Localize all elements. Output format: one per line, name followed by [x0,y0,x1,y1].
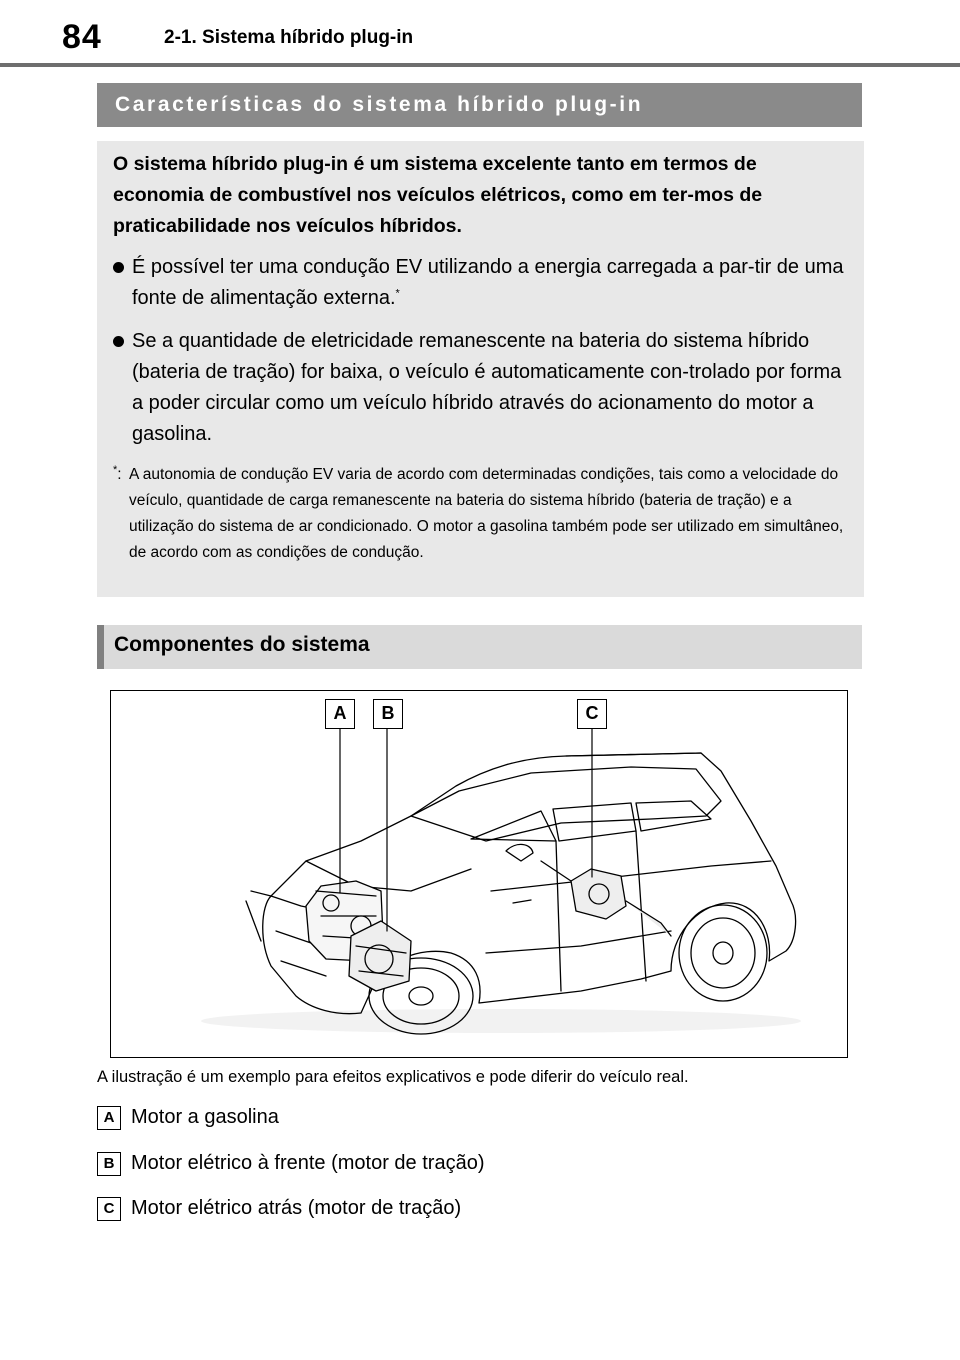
callout-b: B [373,699,403,729]
legend-key: C [97,1197,121,1221]
bullet-item [113,252,848,314]
features-box [97,141,864,597]
features-lead: O sistema híbrido plug-in é um sistema excelente tanto em termos de economia de combustível nos veículos elétricos, como em ter-mos de praticabilidade nos veículos híbridos. [113,153,763,237]
footnote-mark: *: [113,463,122,483]
bullet-text: Se a quantidade de eletricidade remanescente na bateria do sistema híbrido (bateria de tração) for baixa, o veículo é automaticamente con-trolado por forma a poder circular como um veículo híbrido através do acionamento do motor a gasolina. [132,330,842,445]
legend-key: B [97,1152,121,1176]
bullet-dot-icon [113,336,124,347]
footnote-reference: * [395,287,400,300]
figure-caption: A ilustração é um exemplo para efeitos explicativos e pode diferir do veículo real. [97,1068,689,1086]
footnote-text: A autonomia de condução EV varia de acordo com determinadas condições, tais como a velocidade do veículo, quantidade de carga remanescente na bateria do sistema híbrido (bateria de tração) e a utilização do sistema de ar condicionado. O motor a gasolina também pode ser utilizado em simultâneo, de acordo com as condições de condução. [129,466,844,561]
bullet-dot-icon [113,262,124,273]
legend-text: Motor elétrico atrás (motor de tração) [131,1197,462,1219]
bullet-text: É possível ter uma condução EV utilizando a energia carregada a par-tir de uma fonte de alimentação externa. [132,256,844,309]
legend-key: A [97,1106,121,1130]
legend-text: Motor a gasolina [131,1106,279,1128]
footnote [113,462,848,566]
page-header [0,0,960,70]
vehicle-illustration [110,690,848,1058]
section-title: 2-1. Sistema híbrido plug-in [164,27,414,48]
car-drawing [111,691,846,1056]
legend-text: Motor elétrico à frente (motor de tração) [131,1152,485,1174]
header-rule [0,63,960,67]
callout-c: C [577,699,607,729]
page-number: 84 [62,18,102,56]
components-heading: Componentes do sistema [97,625,862,669]
bullet-item [113,326,848,450]
features-heading: Características do sistema híbrido plug-in [97,83,862,127]
callout-a: A [325,699,355,729]
